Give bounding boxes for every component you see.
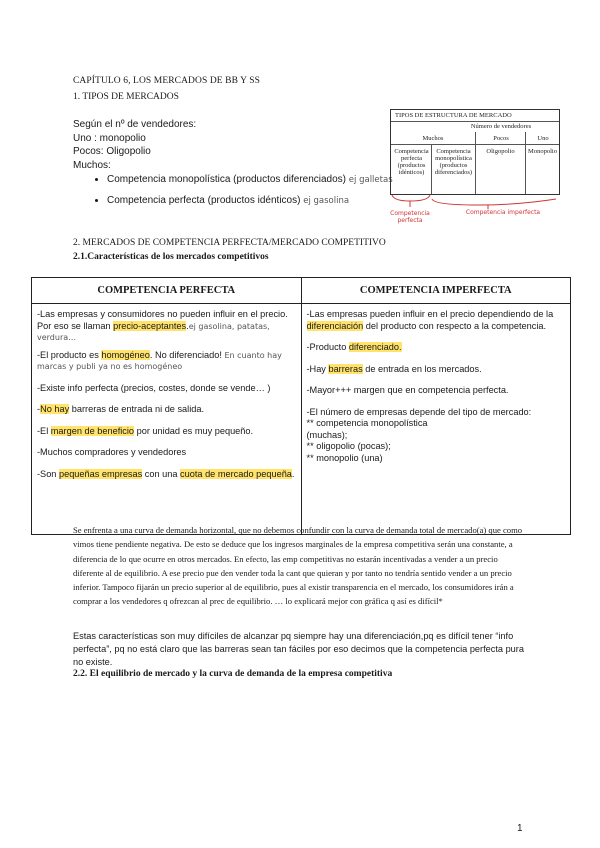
text: -Son bbox=[37, 468, 59, 479]
header-competencia-perfecta: COMPETENCIA PERFECTA bbox=[32, 278, 302, 303]
sellers-header: Número de vendedores bbox=[470, 123, 532, 130]
cell-line: idénticos) bbox=[398, 169, 425, 176]
cell-perfecta bbox=[392, 148, 431, 176]
text-line: -El número de empresas depende del tipo de mercado: bbox=[306, 406, 532, 417]
item-info-perfecta: -Existe info perfecta (precios, costes, donde se vende… ) bbox=[37, 382, 271, 393]
chapter-title: CAPÍTULO 6, LOS MERCADOS DE BB Y SS bbox=[73, 76, 261, 86]
text: -Las empresas pueden influir en el precio dependiendo de la bbox=[306, 309, 554, 319]
highlight: barreras bbox=[328, 363, 363, 374]
subsection-title-caracteristicas: 2.1.Características de los mercados competitivos bbox=[73, 252, 269, 262]
cell-line: Competencia bbox=[394, 148, 429, 155]
item-homogeneo bbox=[37, 350, 296, 373]
bullet-text: Competencia perfecta (productos idénticos) bbox=[107, 194, 301, 206]
page-number: 1 bbox=[517, 823, 523, 834]
text: -El producto es bbox=[37, 349, 102, 360]
sellers-list bbox=[73, 118, 393, 214]
sellers-uno: Uno : monopolio bbox=[73, 132, 146, 144]
sellers-muchos: Muchos: bbox=[73, 159, 111, 171]
bullet-monopolistica bbox=[107, 173, 393, 188]
sellers-bullets bbox=[73, 173, 393, 208]
annot-line: perfecta bbox=[397, 217, 423, 224]
comparison-table-header bbox=[32, 278, 570, 304]
cell-line: (productos bbox=[397, 162, 426, 169]
cell-monopolio: Monopolio bbox=[528, 148, 557, 155]
text-line: (muchas); bbox=[306, 429, 348, 440]
brace-imperfecta bbox=[432, 199, 556, 205]
sellers-heading: Según el nº de vendedores: bbox=[73, 119, 197, 130]
highlight: margen de beneficio bbox=[50, 425, 135, 436]
item-diferenciacion bbox=[307, 309, 566, 332]
text: por unidad es muy pequeño. bbox=[134, 425, 254, 436]
red-annotation bbox=[388, 193, 560, 233]
col-muchos: Muchos bbox=[422, 135, 444, 142]
item-margen bbox=[37, 426, 296, 438]
text: del producto con respecto a la competencia. bbox=[363, 320, 547, 331]
item-mayor-margen: -Mayor+++ margen que en competencia perfecta. bbox=[306, 385, 509, 395]
item-muchos-compradores: -Muchos compradores y vendedores bbox=[37, 447, 187, 457]
text: -El bbox=[37, 425, 51, 436]
sellers-pocos: Pocos: Oligopolio bbox=[73, 146, 151, 157]
item-pequenas-empresas bbox=[37, 469, 296, 481]
handwritten-note: ej gasolina bbox=[303, 195, 350, 206]
text-line: ** monopolio (una) bbox=[306, 452, 383, 463]
text-line: ** competencia monopolística bbox=[306, 418, 428, 428]
cell-monopolistica bbox=[432, 148, 475, 176]
column-perfecta bbox=[32, 304, 302, 534]
paragraph-caracteristicas: Estas características son muy difíciles de alcanzar pq siempre hay una diferenciación,pq es difícil tener “info perfecta”, pq no está claro que las barreras sean tan fáciles por eso decimos que la competencia perfecta pura no existe. bbox=[73, 631, 524, 668]
highlight: homogéneo bbox=[101, 349, 150, 360]
item-producto-diferenciado bbox=[307, 342, 566, 354]
bullet-text: Competencia monopolística (productos diferenciados) bbox=[107, 174, 347, 185]
text: -Producto bbox=[306, 342, 349, 352]
highlight: diferenciación bbox=[306, 320, 364, 331]
handwritten-note: ej gasolina, patatas, verdura… bbox=[37, 321, 270, 342]
col-pocos: Pocos bbox=[493, 135, 509, 142]
table-rule bbox=[475, 132, 476, 194]
text: barreras de entrada ni de salida. bbox=[69, 404, 205, 414]
text: -Las empresas y consumidores no pueden influir en el precio. Por eso se llaman bbox=[37, 309, 288, 331]
header-competencia-imperfecta: COMPETENCIA IMPERFECTA bbox=[359, 285, 512, 296]
text: . bbox=[186, 320, 189, 331]
text-line: ** oligopolio (pocas); bbox=[306, 441, 391, 451]
section-title-competencia-perfecta: 2. MERCADOS DE COMPETENCIA PERFECTA/MERCADO COMPETITIVO bbox=[73, 238, 386, 248]
handwritten-note: ej galletas bbox=[348, 175, 393, 185]
col-uno: Uno bbox=[537, 135, 549, 142]
cell-line: (productos bbox=[439, 162, 468, 169]
item-no-barreras bbox=[37, 404, 296, 416]
cell-line: diferenciados) bbox=[434, 169, 473, 176]
highlight: precio-aceptantes bbox=[113, 320, 187, 331]
bullet-perfecta bbox=[107, 194, 393, 209]
handwritten-note: En cuanto hay marcas y publi ya no es homogéneo bbox=[37, 350, 282, 371]
cell-oligopolio: Oligopolio bbox=[486, 148, 515, 155]
section-title-tipos-mercados: 1. TIPOS DE MERCADOS bbox=[73, 92, 179, 102]
table-rule bbox=[525, 132, 526, 194]
text: . No diferenciado! bbox=[149, 349, 225, 360]
annot-perfecta bbox=[390, 210, 430, 224]
highlight: cuota de mercado pequeña bbox=[180, 468, 292, 479]
text: -Hay bbox=[306, 363, 329, 374]
subsection-title-equilibrio: 2.2. El equilibrio de mercado y la curva de demanda de la empresa competitiva bbox=[73, 669, 393, 679]
brace-perfecta bbox=[392, 195, 430, 201]
cell-line: monopolística bbox=[435, 155, 472, 162]
annot-line: Competencia bbox=[390, 210, 430, 217]
column-imperfecta bbox=[302, 304, 571, 534]
comparison-table-body bbox=[32, 304, 570, 534]
highlight: diferenciado. bbox=[348, 342, 402, 352]
highlight: pequeñas empresas bbox=[58, 468, 143, 479]
paragraph-curva-demanda: Se enfrenta a una curva de demanda horizontal, que no debemos confundir con la curva de demanda total de mercado(a) que como vimos tiene pendiente negativa. De esto se deduce que los ingresos marginales de la empresa competitiva serán una constante, a diferencia de lo que ocurre en otros mercados. En efecto, las emp competitivas no estarán incentivadas a vender a un precio diferente al de equilibrio. A ese precio pue den vender toda la cant que quieran y por tanto no tendría sentido vender a un precio inferior. Tampoco fijarán un precio superior al de equilibrio, pues al existir transparencia en el mercado, los consumidores irán a comprar a los vendedores q ofrezcan al prec de equilibrio. … lo explicará mejor con gráfica q así es difícil* bbox=[73, 525, 523, 607]
cell-line: Competencia bbox=[436, 148, 471, 155]
market-structure-table bbox=[390, 109, 560, 195]
item-precio-aceptantes bbox=[37, 309, 296, 344]
highlight: No hay bbox=[40, 404, 70, 414]
item-barreras bbox=[307, 364, 566, 376]
cell-line: perfecta bbox=[401, 155, 422, 162]
annot-imperfecta: Competencia imperfecta bbox=[465, 209, 541, 216]
text: de entrada en los mercados. bbox=[362, 363, 482, 374]
text: con una bbox=[142, 468, 181, 479]
table-rule bbox=[391, 121, 559, 122]
comparison-table bbox=[31, 277, 571, 535]
text: - bbox=[37, 404, 41, 414]
market-table-title: TIPOS DE ESTRUCTURA DE MERCADO bbox=[395, 112, 512, 119]
text: . bbox=[291, 468, 295, 479]
item-numero-empresas bbox=[307, 407, 566, 465]
